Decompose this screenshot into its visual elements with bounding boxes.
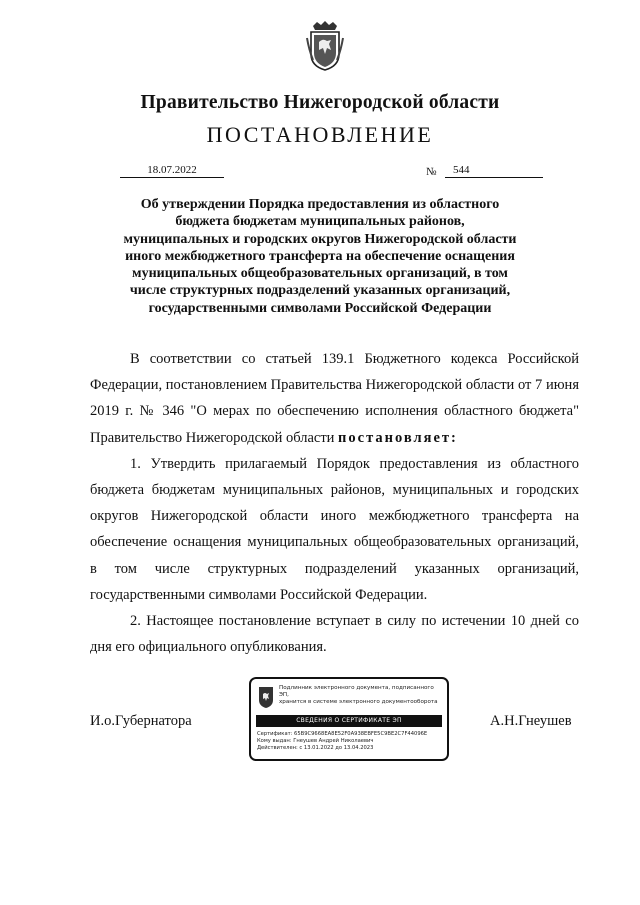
stamp-band: СВЕДЕНИЯ О СЕРТИФИКАТЕ ЭП xyxy=(256,715,442,727)
document-number: 544 xyxy=(445,163,543,178)
stamp-header-line: хранится в системе электронного документооборота xyxy=(279,699,438,705)
electronic-signature-stamp xyxy=(249,677,449,761)
paragraph-1: 1. Утвердить прилагаемый Порядок предоставления из областного бюджета бюджетам муниципальных районов, муниципальных и городских округов Нижегородской области иного межбюджетного трансферта на обеспечение оснащения муниципальных общеобразовательных организаций, в том числе структурных подразделений указанных организаций, государственными символами Российской Федерации. xyxy=(90,455,579,603)
stamp-crest-icon xyxy=(257,685,275,709)
heading-line: муниципальных общеобразовательных организаций, в том xyxy=(132,266,508,282)
coat-of-arms-icon xyxy=(305,20,345,72)
stamp-certificate: Сертификат: 65B9C9668EA8E52F0A938EBFE5C9BE2C7F44096E xyxy=(257,731,428,737)
document-type: ПОСТАНОВЛЕНИЕ xyxy=(206,122,434,147)
signatory-position: И.о.Губернатора xyxy=(90,713,192,729)
paragraph-2: 2. Настоящее постановление вступает в силу по истечении 10 дней со дня его официального опубликования. xyxy=(90,613,579,656)
stamp-details xyxy=(257,731,445,753)
number-sign: № xyxy=(426,166,437,178)
heading-line: государственными символами Российской Федерации xyxy=(148,300,492,316)
heading-line: Об утверждении Порядка предоставления из областного xyxy=(140,197,500,212)
government-title: Правительство Нижегородской области xyxy=(140,92,500,113)
preamble-text: В соответствии со статьей 139.1 Бюджетного кодекса Российской Федерации, постановлением Правительства Нижегородской области от 7 июня 2019 г. № 346 "О мерах по обеспечению исполнения областного бюджета" Правительство Нижегородской области xyxy=(90,351,579,446)
heading-line: иного межбюджетного трансферта на обеспечение оснащения xyxy=(125,248,515,264)
document-heading xyxy=(110,196,530,317)
resolution-keyword: постановляет: xyxy=(338,429,458,446)
stamp-validity: Действителен: с 13.01.2022 до 13.04.2023 xyxy=(257,745,374,752)
stamp-owner: Кому выдан: Гнеушев Андрей Николаевич xyxy=(257,738,374,745)
signatory-name: А.Н.Гнеушев xyxy=(490,713,572,729)
heading-line: числе структурных подразделений указанных организаций, xyxy=(129,283,511,299)
document-date: 18.07.2022 xyxy=(120,163,224,178)
document-body xyxy=(90,346,579,660)
heading-line: муниципальных и городских округов Нижегородской области xyxy=(123,231,517,247)
heading-line: бюджета бюджетам муниципальных районов, xyxy=(175,214,465,230)
paragraph-preamble xyxy=(90,346,579,451)
stamp-header-line: Подлинник электронного документа, подписанного ЭП, xyxy=(279,685,434,698)
stamp-header xyxy=(279,685,444,706)
